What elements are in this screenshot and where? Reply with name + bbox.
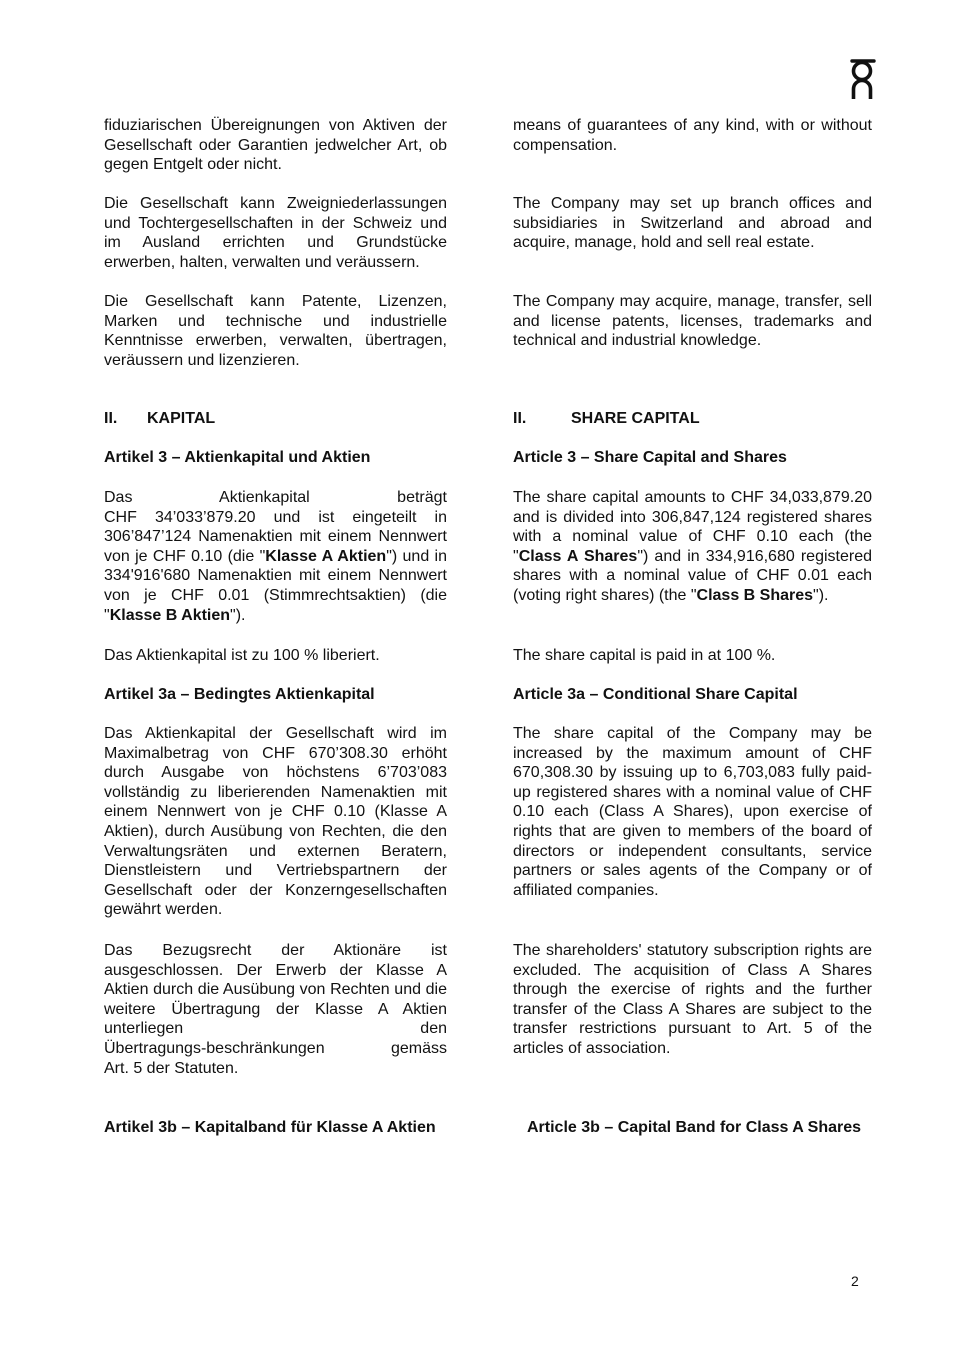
article-3a-heading-de: Artikel 3a – Bedingtes Aktienkapital — [104, 686, 375, 703]
purpose-continuation-de: fiduziarischen Übereignungen von Aktiven der Gesellschaft oder Garantien jedwelcher Art, ob gegen Entgelt oder nicht. — [104, 117, 447, 174]
article-3-share-capital-paragraph-en — [513, 488, 872, 606]
on-logo-icon — [847, 56, 877, 102]
article-3-first-line-de: Das Aktienkapital beträgt — [104, 489, 447, 506]
class-a-shares-term-en: Class A Shares — [518, 547, 638, 565]
class-b-shares-term-de: Klasse B Aktien — [109, 606, 231, 624]
branch-offices-paragraph-de: Die Gesellschaft kann Zweigniederlassungen und Tochtergesellschaften in der Schweiz und im Ausland errichten und Grundstücke erwerben, halten, verwalten und veräussern. — [104, 195, 447, 271]
article-3a-increase-paragraph-en: The share capital of the Company may be increased by the maximum amount of CHF 670,308.30 by issuing up to 6,703,083 fully paid-up registered shares with a nominal value of CHF 0.10 each (Class A Shares), upon exercise of rights that are given to members of the board of directors or independent consultants, service partners or sales agents of the Company or of affiliated companies. — [513, 725, 872, 899]
article-3-paid-in-paragraph-en: The share capital is paid in at 100 %. — [513, 647, 776, 664]
text-fragment: "). — [813, 586, 829, 604]
page-number: 2 — [851, 1273, 859, 1289]
text-fragment: Das Bezugsrecht der Aktionäre ist ausgeschlossen. Der Erwerb der Klasse A Aktien durch die Ausübung von Rechten und die weitere Übertragung der Klasse A Aktien unterliegen den — [104, 942, 447, 1038]
section-number-de: II. — [104, 410, 118, 427]
text-fragment: The share capital amounts to CHF 34,033,879.20 and is divided into 306,847,124 registered shares with a nominal value of CHF 0.10 each (the " — [513, 489, 872, 565]
section-number-en: II. — [513, 410, 527, 427]
text-fragment: "). — [230, 606, 246, 624]
branch-offices-paragraph-en: The Company may set up branch offices and subsidiaries in Switzerland and abroad and acquire, manage, hold and sell real estate. — [513, 195, 872, 252]
text-fragment: ") und in 334'916'680 Namenaktien mit einem Nennwert von je CHF 0.01 (Stimmrechtsaktien) (die " — [104, 547, 448, 624]
section-title-de: KAPITAL — [147, 410, 216, 427]
article-3a-heading-en: Article 3a – Conditional Share Capital — [513, 686, 798, 703]
text-fragment: Übertragungs-beschränkungen gemäss — [104, 1039, 447, 1057]
article-3-heading-de: Artikel 3 – Aktienkapital und Aktien — [104, 449, 371, 466]
article-3-share-capital-paragraph-de — [104, 488, 447, 625]
section-title-en: SHARE CAPITAL — [571, 410, 700, 427]
patents-paragraph-de: Die Gesellschaft kann Patente, Lizenzen, Marken und technische und industrielle Kenntnisse erwerben, verwalten, übertragen, veräussern und lizenzieren. — [104, 293, 447, 369]
patents-paragraph-en: The Company may acquire, manage, transfer, sell and license patents, licenses, trademarks and technical and industrial knowledge. — [513, 293, 872, 350]
class-b-shares-term-en: Class B Shares — [696, 586, 814, 604]
section-heading-en — [513, 409, 872, 429]
section-heading-de — [104, 409, 447, 429]
article-3b-heading-en: Article 3b – Capital Band for Class A Shares — [527, 1119, 862, 1136]
article-3-paid-in-paragraph-de: Das Aktienkapital ist zu 100 % liberiert. — [104, 647, 380, 664]
article-3-heading-en: Article 3 – Share Capital and Shares — [513, 449, 787, 466]
class-a-shares-term-de: Klasse A Aktien — [265, 547, 387, 565]
text-fragment: ") and in 334,916,680 registered shares with a nominal value of CHF 0.01 each (voting right shares) (the " — [513, 547, 873, 604]
purpose-continuation-en: means of guarantees of any kind, with or without compensation. — [513, 117, 872, 154]
article-3b-heading-de: Artikel 3b – Kapitalband für Klasse A Aktien — [104, 1119, 436, 1136]
article-3a-increase-paragraph-de: Das Aktienkapital der Gesellschaft wird im Maximalbetrag von CHF 670’308.30 erhöht durch Ausgabe von höchstens 6’703’083 vollständig zu liberierenden Namenaktien mit einem Nennwert von je CHF 0.10 (Klasse A Aktien), durch Ausübung von Rechten, die den Verwaltungsräten und externen Beratern, Dienstleistern und Vertriebspartnern der Gesellschaft oder der Konzerngesellschaften gewährt werden. — [104, 725, 447, 919]
article-3a-subscription-paragraph-en: The shareholders' statutory subscription rights are excluded. The acquisition of Class A Shares through the exercise of rights and the further transfer of the Class A Shares are subject to the transfer restrictions pursuant to Art. 5 of the articles of association. — [513, 942, 872, 1057]
text-fragment: Art. 5 der Statuten. — [104, 1059, 239, 1077]
article-3a-subscription-paragraph-de — [104, 941, 447, 1078]
text-fragment: CHF 34’033’879.20 und ist eingeteilt in 306’847’124 Namenaktien mit einem Nennwert von je CHF 0.10 (die " — [104, 508, 447, 565]
